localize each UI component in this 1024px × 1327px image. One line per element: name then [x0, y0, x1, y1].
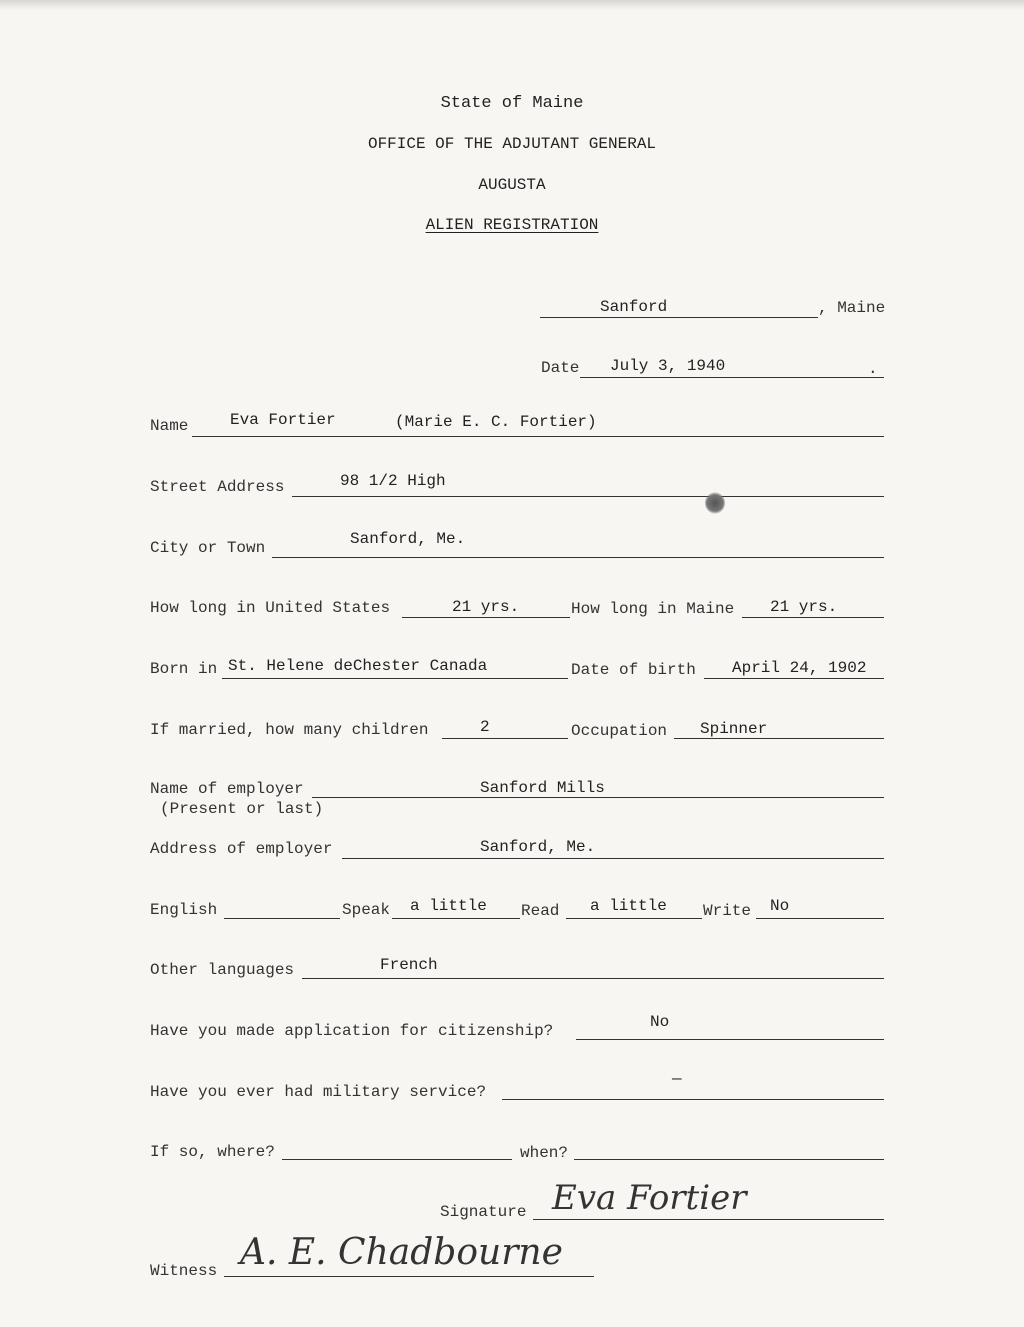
name-alias: (Marie E. C. Fortier) [395, 413, 597, 431]
state-heading: State of Maine [440, 94, 584, 113]
employer-name-line [312, 797, 884, 798]
read-line [566, 918, 702, 919]
born-in-value: St. Helene deChester Canada [228, 657, 488, 675]
place-suffix: , Maine [818, 299, 886, 317]
citizenship-value: No [650, 1013, 670, 1031]
city-or-town-value: Sanford, Me. [350, 530, 466, 548]
place-line [540, 317, 818, 318]
street-address-value: 98 1/2 High [340, 472, 446, 490]
witness-line [224, 1276, 594, 1277]
city-heading: AUGUSTA [478, 176, 546, 194]
employer-name-value: Sanford Mills [480, 779, 605, 797]
when-label: when? [520, 1144, 569, 1162]
employer-address-value: Sanford, Me. [480, 838, 596, 856]
date-value: July 3, 1940 [610, 357, 726, 375]
employer-address-label: Address of employer [150, 840, 333, 858]
write-label: Write [703, 902, 752, 920]
street-address-label: Street Address [150, 478, 285, 496]
maine-duration-line [742, 617, 884, 618]
english-line [224, 918, 340, 919]
us-duration-line [402, 617, 570, 618]
write-line [756, 918, 884, 919]
occupation-line [674, 738, 884, 739]
signature-label: Signature [440, 1203, 527, 1221]
where-line [282, 1159, 512, 1160]
ink-blot [705, 492, 725, 514]
military-line [502, 1099, 884, 1100]
write-value: No [770, 897, 790, 915]
dob-value: April 24, 1902 [732, 659, 867, 677]
speak-label: Speak [342, 901, 391, 919]
dob-line [704, 678, 884, 679]
military-label: Have you ever had military service? [150, 1083, 487, 1101]
city-or-town-line [272, 557, 884, 558]
citizenship-label: Have you made application for citizenship? [150, 1022, 554, 1040]
dob-label: Date of birth [571, 661, 696, 679]
witness-signature: A. E. Chadbourne [240, 1232, 563, 1273]
form-title-text: ALIEN REGISTRATION [425, 216, 599, 234]
born-in-label: Born in [150, 660, 218, 678]
read-value: a little [590, 897, 667, 915]
date-end-mark: . [868, 360, 878, 378]
where-label: If so, where? [150, 1143, 275, 1161]
signature-value: Eva Fortier [552, 1178, 747, 1218]
other-languages-line [302, 978, 884, 979]
scan-top-edge [0, 0, 1024, 10]
city-or-town-label: City or Town [150, 539, 266, 557]
name-value: Eva Fortier [230, 411, 336, 429]
other-languages-value: French [380, 956, 438, 974]
employer-name-label: Name of employer [150, 780, 304, 798]
name-label: Name [150, 417, 189, 435]
children-line [442, 738, 568, 739]
signature-line [533, 1219, 884, 1220]
citizenship-line [576, 1039, 884, 1040]
military-value: — [672, 1070, 682, 1088]
us-duration-value: 21 yrs. [452, 598, 520, 616]
place-value: Sanford [600, 298, 668, 316]
street-address-line [292, 496, 884, 497]
maine-duration-value: 21 yrs. [770, 598, 838, 616]
office-heading: OFFICE OF THE ADJUTANT GENERAL [367, 135, 657, 153]
name-line [192, 436, 884, 437]
when-line [574, 1159, 884, 1160]
english-label: English [150, 901, 218, 919]
speak-line [392, 918, 520, 919]
form-title [0, 216, 1024, 234]
children-value: 2 [480, 718, 490, 736]
children-label: If married, how many children [150, 721, 429, 739]
other-languages-label: Other languages [150, 961, 295, 979]
speak-value: a little [410, 897, 487, 915]
occupation-value: Spinner [700, 720, 768, 738]
born-in-line [222, 678, 568, 679]
date-line [580, 377, 884, 378]
maine-duration-label: How long in Maine [571, 600, 735, 618]
witness-label: Witness [150, 1262, 218, 1280]
read-label: Read [521, 902, 560, 920]
us-duration-label: How long in United States [150, 599, 391, 617]
employer-address-line [342, 858, 884, 859]
occupation-label: Occupation [571, 722, 668, 740]
employer-name-sublabel: (Present or last) [160, 800, 324, 818]
date-label: Date [541, 359, 580, 377]
